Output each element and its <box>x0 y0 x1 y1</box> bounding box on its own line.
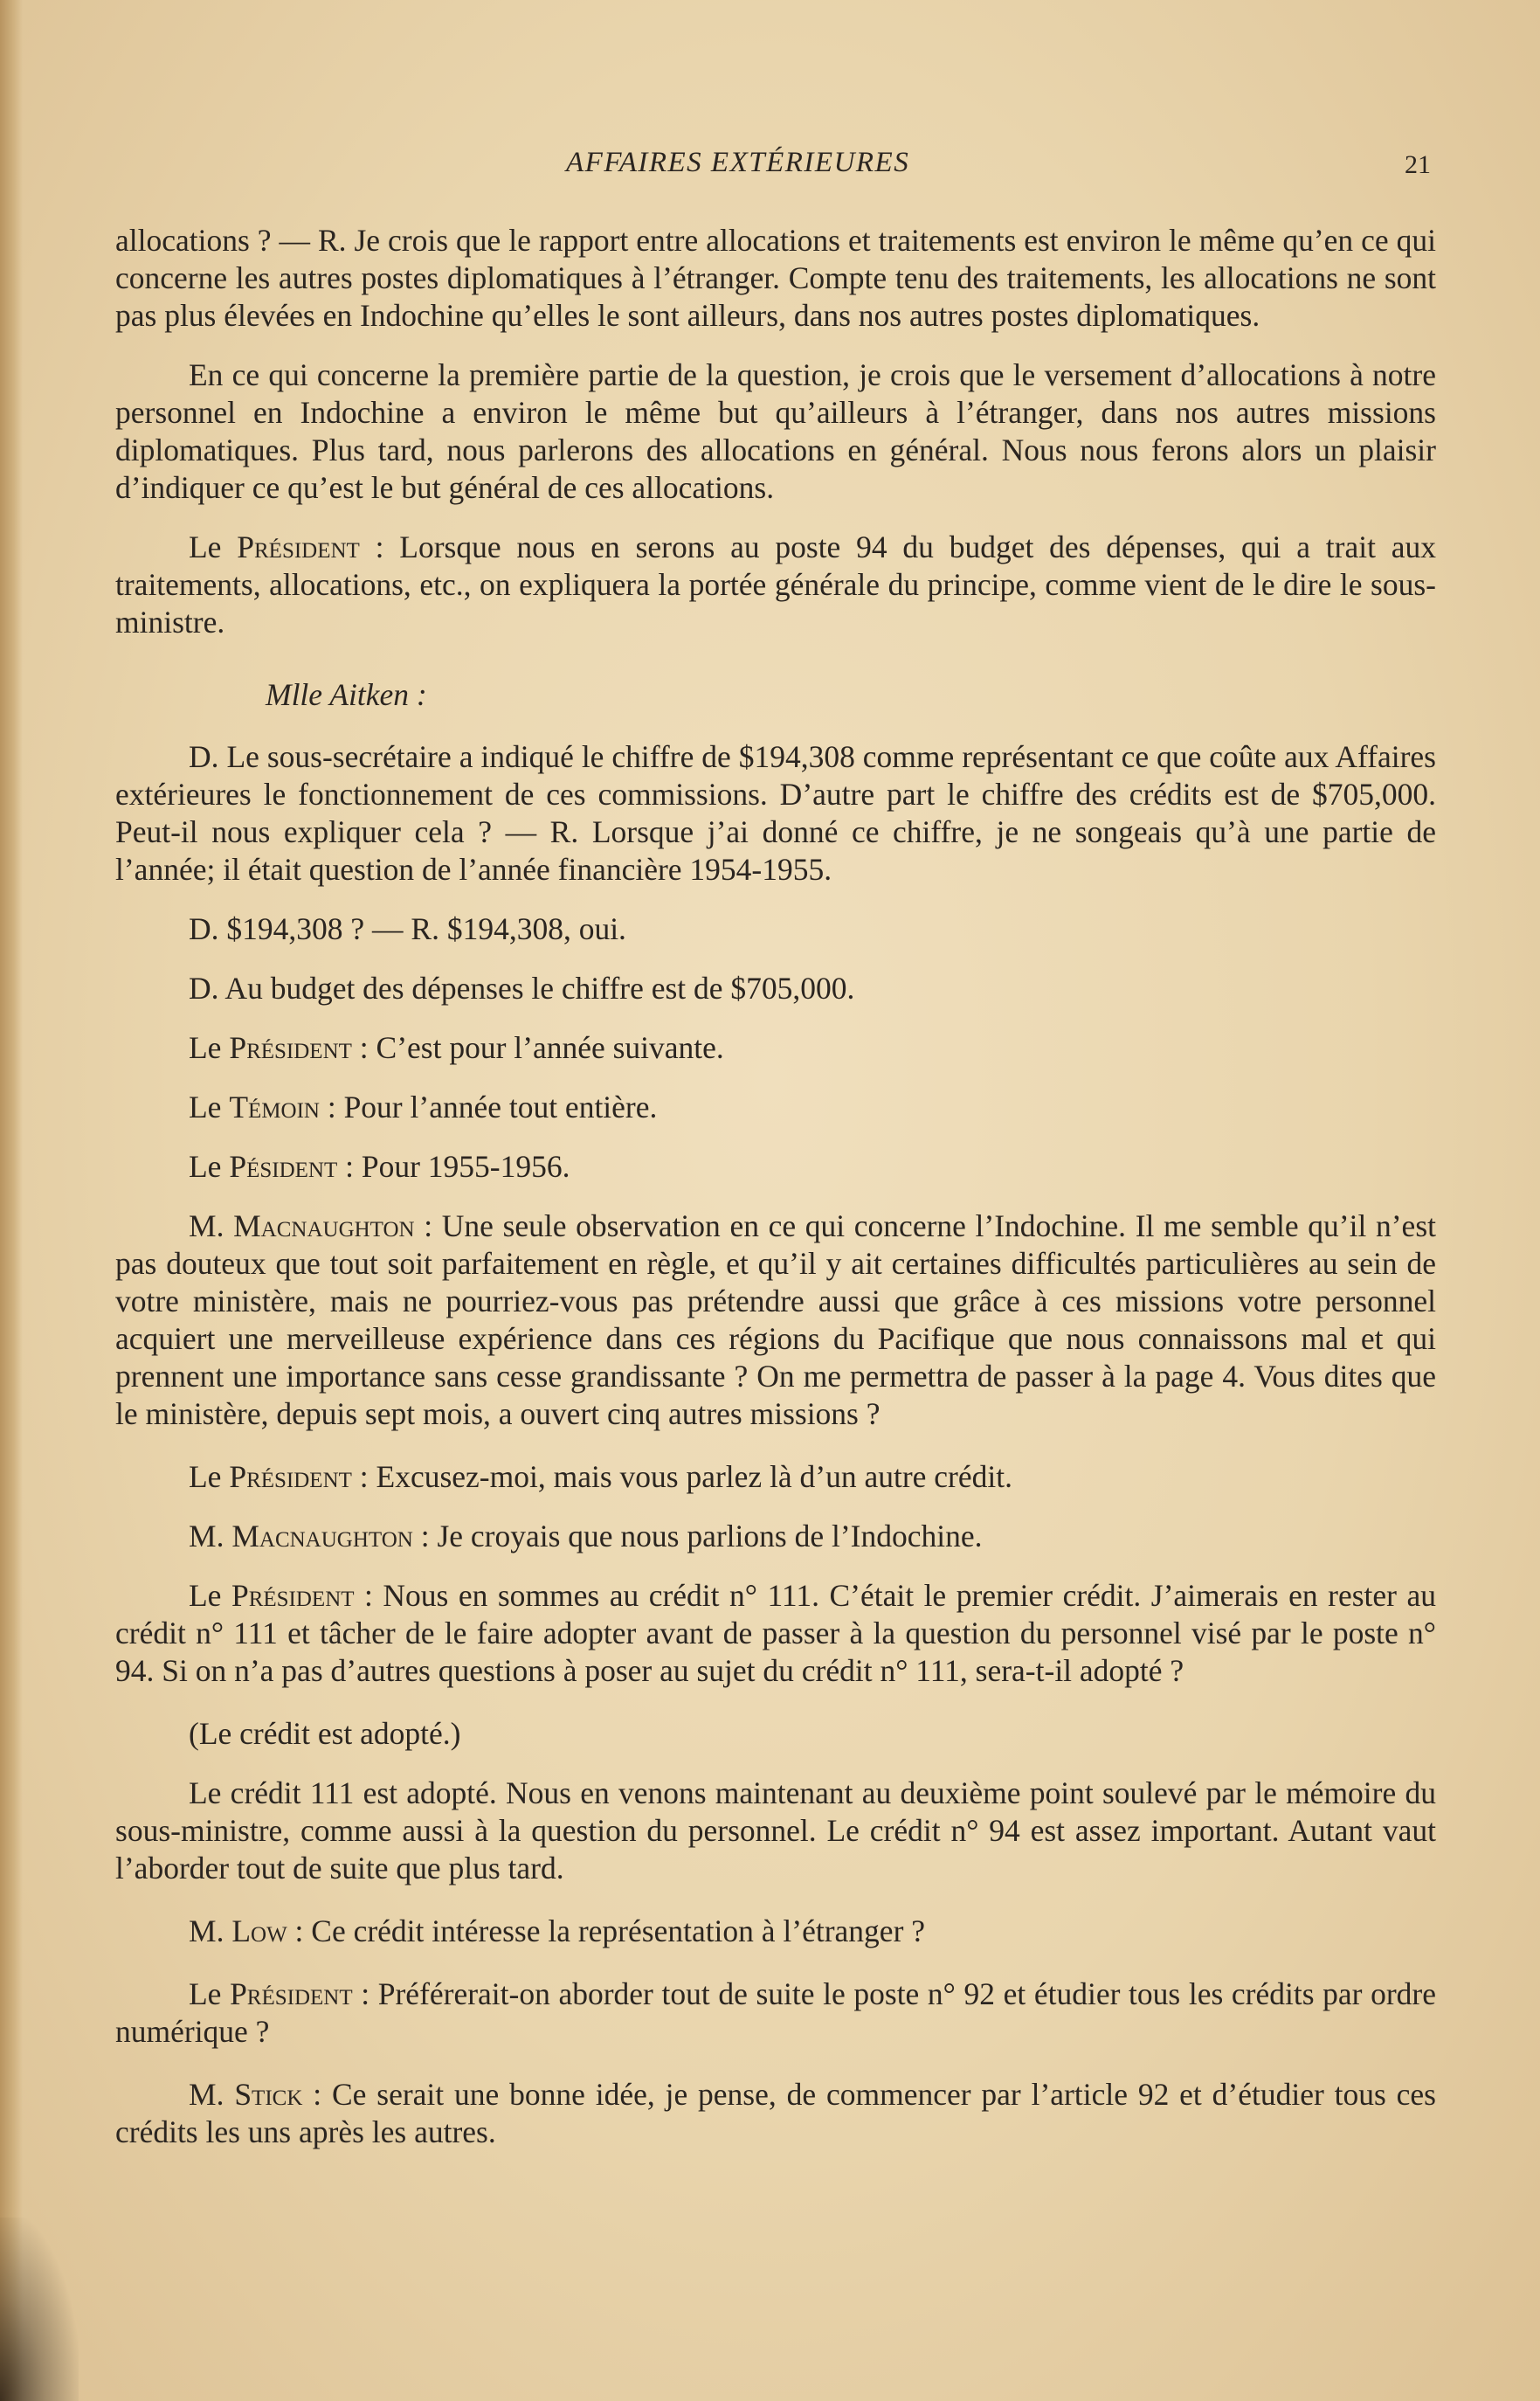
speaker-name: Macnaughton <box>231 1519 413 1553</box>
page-number: 21 <box>1405 150 1431 179</box>
paragraph-credit-111-adopted: Le crédit 111 est adopté. Nous en venons maintenant au deuxième point soulevé par le mémoire du sous-ministre, comme aussi à la question du personnel. Le crédit n° 94 est assez important. Autant vaut l’aborder tout de suite que plus tard. <box>115 1775 1436 1886</box>
paragraph-question-194308: D. $194,308 ? — R. $194,308, oui. <box>189 911 626 946</box>
speaker-name: Président <box>237 529 360 564</box>
speaker-name: Témoin <box>229 1090 320 1124</box>
corner-shadow <box>0 2218 79 2401</box>
paragraph-president-post-94: Le Président : Lorsque nous en serons au poste 94 du budget des dépenses, qui a trait aux traitements, allocations, etc., on expliquera la portée générale du principe, comme vient de le dire le sous-ministre. <box>115 529 1436 640</box>
paragraph-president-1955-1956: Le Pésident : Pour 1955-1956. <box>189 1149 570 1184</box>
speaker-name: Président <box>230 1976 353 2011</box>
speaker-heading-aitken: Mlle Aitken : <box>266 677 427 712</box>
speaker-name: Stick <box>234 2077 303 2112</box>
speaker-name: Low <box>231 1913 287 1948</box>
speaker-name: Pésident <box>229 1149 338 1184</box>
page-binding-edge <box>0 0 23 2401</box>
paragraph-president-credit-111: Le Président : Nous en sommes au crédit n° 111. C’était le premier crédit. J’aimerais en rester au crédit n° 111 et tâcher de le faire adopter avant de passer à la question du personnel visé par le poste n° 94. Si on n’a pas d’autres questions à poser au sujet du crédit n° 111, sera-t-il adopté ? <box>115 1578 1436 1688</box>
paragraph-witness-whole-year: Le Témoin : Pour l’année tout entière. <box>189 1090 658 1124</box>
speaker-name: Président <box>229 1459 352 1494</box>
paragraph-allocations-purpose: En ce qui concerne la première partie de la question, je crois que le versement d’allocations à notre personnel en Indochine a environ le même but qu’ailleurs à l’étranger, dans nos autres missions diplomatiques. Plus tard, nous parlerons des allocations en général. Nous nous ferons alors un plaisir d’indiquer ce qu’est le but général de ces allocations. <box>115 357 1436 505</box>
speaker-name: Macnaughton <box>233 1208 415 1243</box>
paragraph-credit-adopted: (Le crédit est adopté.) <box>189 1716 461 1751</box>
speaker-name: Président <box>231 1578 355 1613</box>
body-text <box>115 222 1436 2173</box>
paragraph-president-next-year: Le Président : C’est pour l’année suivante. <box>189 1030 724 1065</box>
paragraph-president-other-credit: Le Président : Excusez-moi, mais vous parlez là d’un autre crédit. <box>189 1459 1012 1494</box>
paragraph-question-705000: D. Au budget des dépenses le chiffre est de $705,000. <box>189 971 855 1006</box>
speaker-name: Président <box>229 1030 352 1065</box>
paragraph-question-figures: D. Le sous-secrétaire a indiqué le chiffre de $194,308 comme représentant ce que coûte aux Affaires extérieures le fonctionnement de ces commissions. D’autre part le chiffre des crédits est de $705,000. Peut-il nous expliquer cela ? — R. Lorsque j’ai donné ce chiffre, je ne songeais qu’à une partie de l’année; il était question de l’année financière 1954-1955. <box>115 739 1436 887</box>
paragraph-low-question: M. Low : Ce crédit intéresse la représentation à l’étranger ? <box>189 1913 926 1948</box>
paragraph-macnaughton-observation: M. Macnaughton : Une seule observation en ce qui concerne l’Indochine. Il me semble qu’il n’est pas douteux que tout soit parfaitement en règle, et qu’il y ait certaines difficultés particulières au sein de votre ministère, mais ne pourriez-vous pas prétendre aussi que grâce à ces missions votre personnel acquiert une merveilleuse expérience dans ces régions du Pacifique que nous connaissons mal et qui prennent une importance sans cesse grandissante ? On me permettra de passer à la page 4. Vous dites que le ministère, depuis sept mois, a ouvert cinq autres missions ? <box>115 1208 1436 1431</box>
paragraph-stick-article-92: M. Stick : Ce serait une bonne idée, je pense, de commencer par l’article 92 et d’étudier tous ces crédits les uns après les autres. <box>115 2077 1437 2149</box>
running-head <box>0 147 1540 190</box>
running-title: AFFAIRES EXTÉRIEURES <box>566 147 910 178</box>
paragraph-answer-allocations: allocations ? — R. Je crois que le rapport entre allocations et traitements est environ le même qu’en ce qui concerne les autres postes diplomatiques à l’étranger. Compte tenu des traitements, les allocations ne sont pas plus élevées en Indochine qu’elles le sont ailleurs, dans nos autres postes diplomatiques. <box>115 223 1436 333</box>
paragraph-macnaughton-indochina: M. Macnaughton : Je croyais que nous parlions de l’Indochine. <box>189 1519 983 1553</box>
paragraph-president-post-92: Le Président : Préférerait-on aborder tout de suite le poste n° 92 et étudier tous les crédits par ordre numérique ? <box>115 1976 1436 2049</box>
